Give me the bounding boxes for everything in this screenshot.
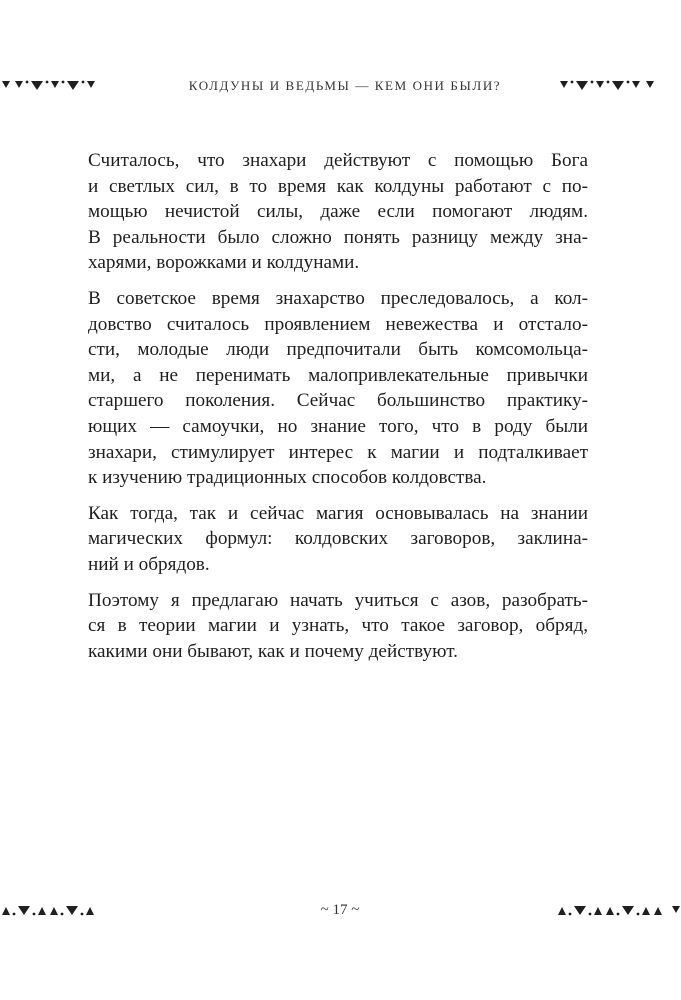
folk-triangle-ornament-icon — [0, 904, 110, 918]
text-line: знахари, стимулирует интерес к магии и подталкивает — [88, 441, 588, 463]
body-text — [88, 148, 588, 674]
text-line: сти, молодые люди предпочитали быть комсомольца- — [88, 339, 588, 361]
folk-triangle-ornament-icon — [556, 904, 681, 918]
text-line: Как тогда, так и сейчас магия основывалась на знании — [88, 502, 588, 524]
folk-triangle-ornament-icon — [558, 78, 668, 92]
paragraph — [88, 501, 588, 578]
text-line: харями, ворожками и колдунами. — [88, 252, 360, 274]
text-line: к изучению традиционных способов колдовства. — [88, 467, 487, 489]
text-line: и светлых сил, в то время как колдуны работают с по- — [88, 175, 588, 197]
text-line: В реальности было сложно понять разницу между зна- — [88, 226, 588, 248]
running-header — [0, 68, 681, 102]
paragraph — [88, 588, 588, 665]
folk-triangle-ornament-icon — [0, 78, 100, 92]
running-title: КОЛДУНЫ И ВЕДЬМЫ — КЕМ ОНИ БЫЛИ? — [188, 78, 502, 93]
paragraph — [88, 148, 588, 276]
text-line: довство считалось проявлением невежества и отстало- — [88, 313, 588, 335]
text-line: ний и обрядов. — [88, 553, 210, 575]
text-line: магических формул: колдовских заговоров, заклина- — [88, 528, 588, 550]
text-line: ми, а не перенимать малопривлекательные привычки — [88, 364, 588, 386]
text-line: В советское время знахарство преследовалось, а кол- — [88, 287, 588, 309]
text-line: старшего поколения. Сейчас большинство практику- — [88, 390, 588, 412]
text-line: какими они бывают, как и почему действуют. — [88, 640, 458, 662]
text-line: Поэтому я предлагаю начать учиться с азов, разобрать- — [88, 589, 588, 611]
paragraph — [88, 286, 588, 491]
text-line: мощью нечистой силы, даже если помогают людям. — [88, 201, 588, 223]
page-footer — [0, 902, 681, 932]
page-number: ~ 17 ~ — [320, 902, 360, 918]
text-line: Считалось, что знахари действуют с помощью Бога — [88, 150, 588, 171]
text-line: ющих — самоучки, но знание того, что в роду были — [88, 415, 588, 437]
text-line: ся в теории магии и узнать, что такое заговор, обряд, — [88, 615, 588, 637]
